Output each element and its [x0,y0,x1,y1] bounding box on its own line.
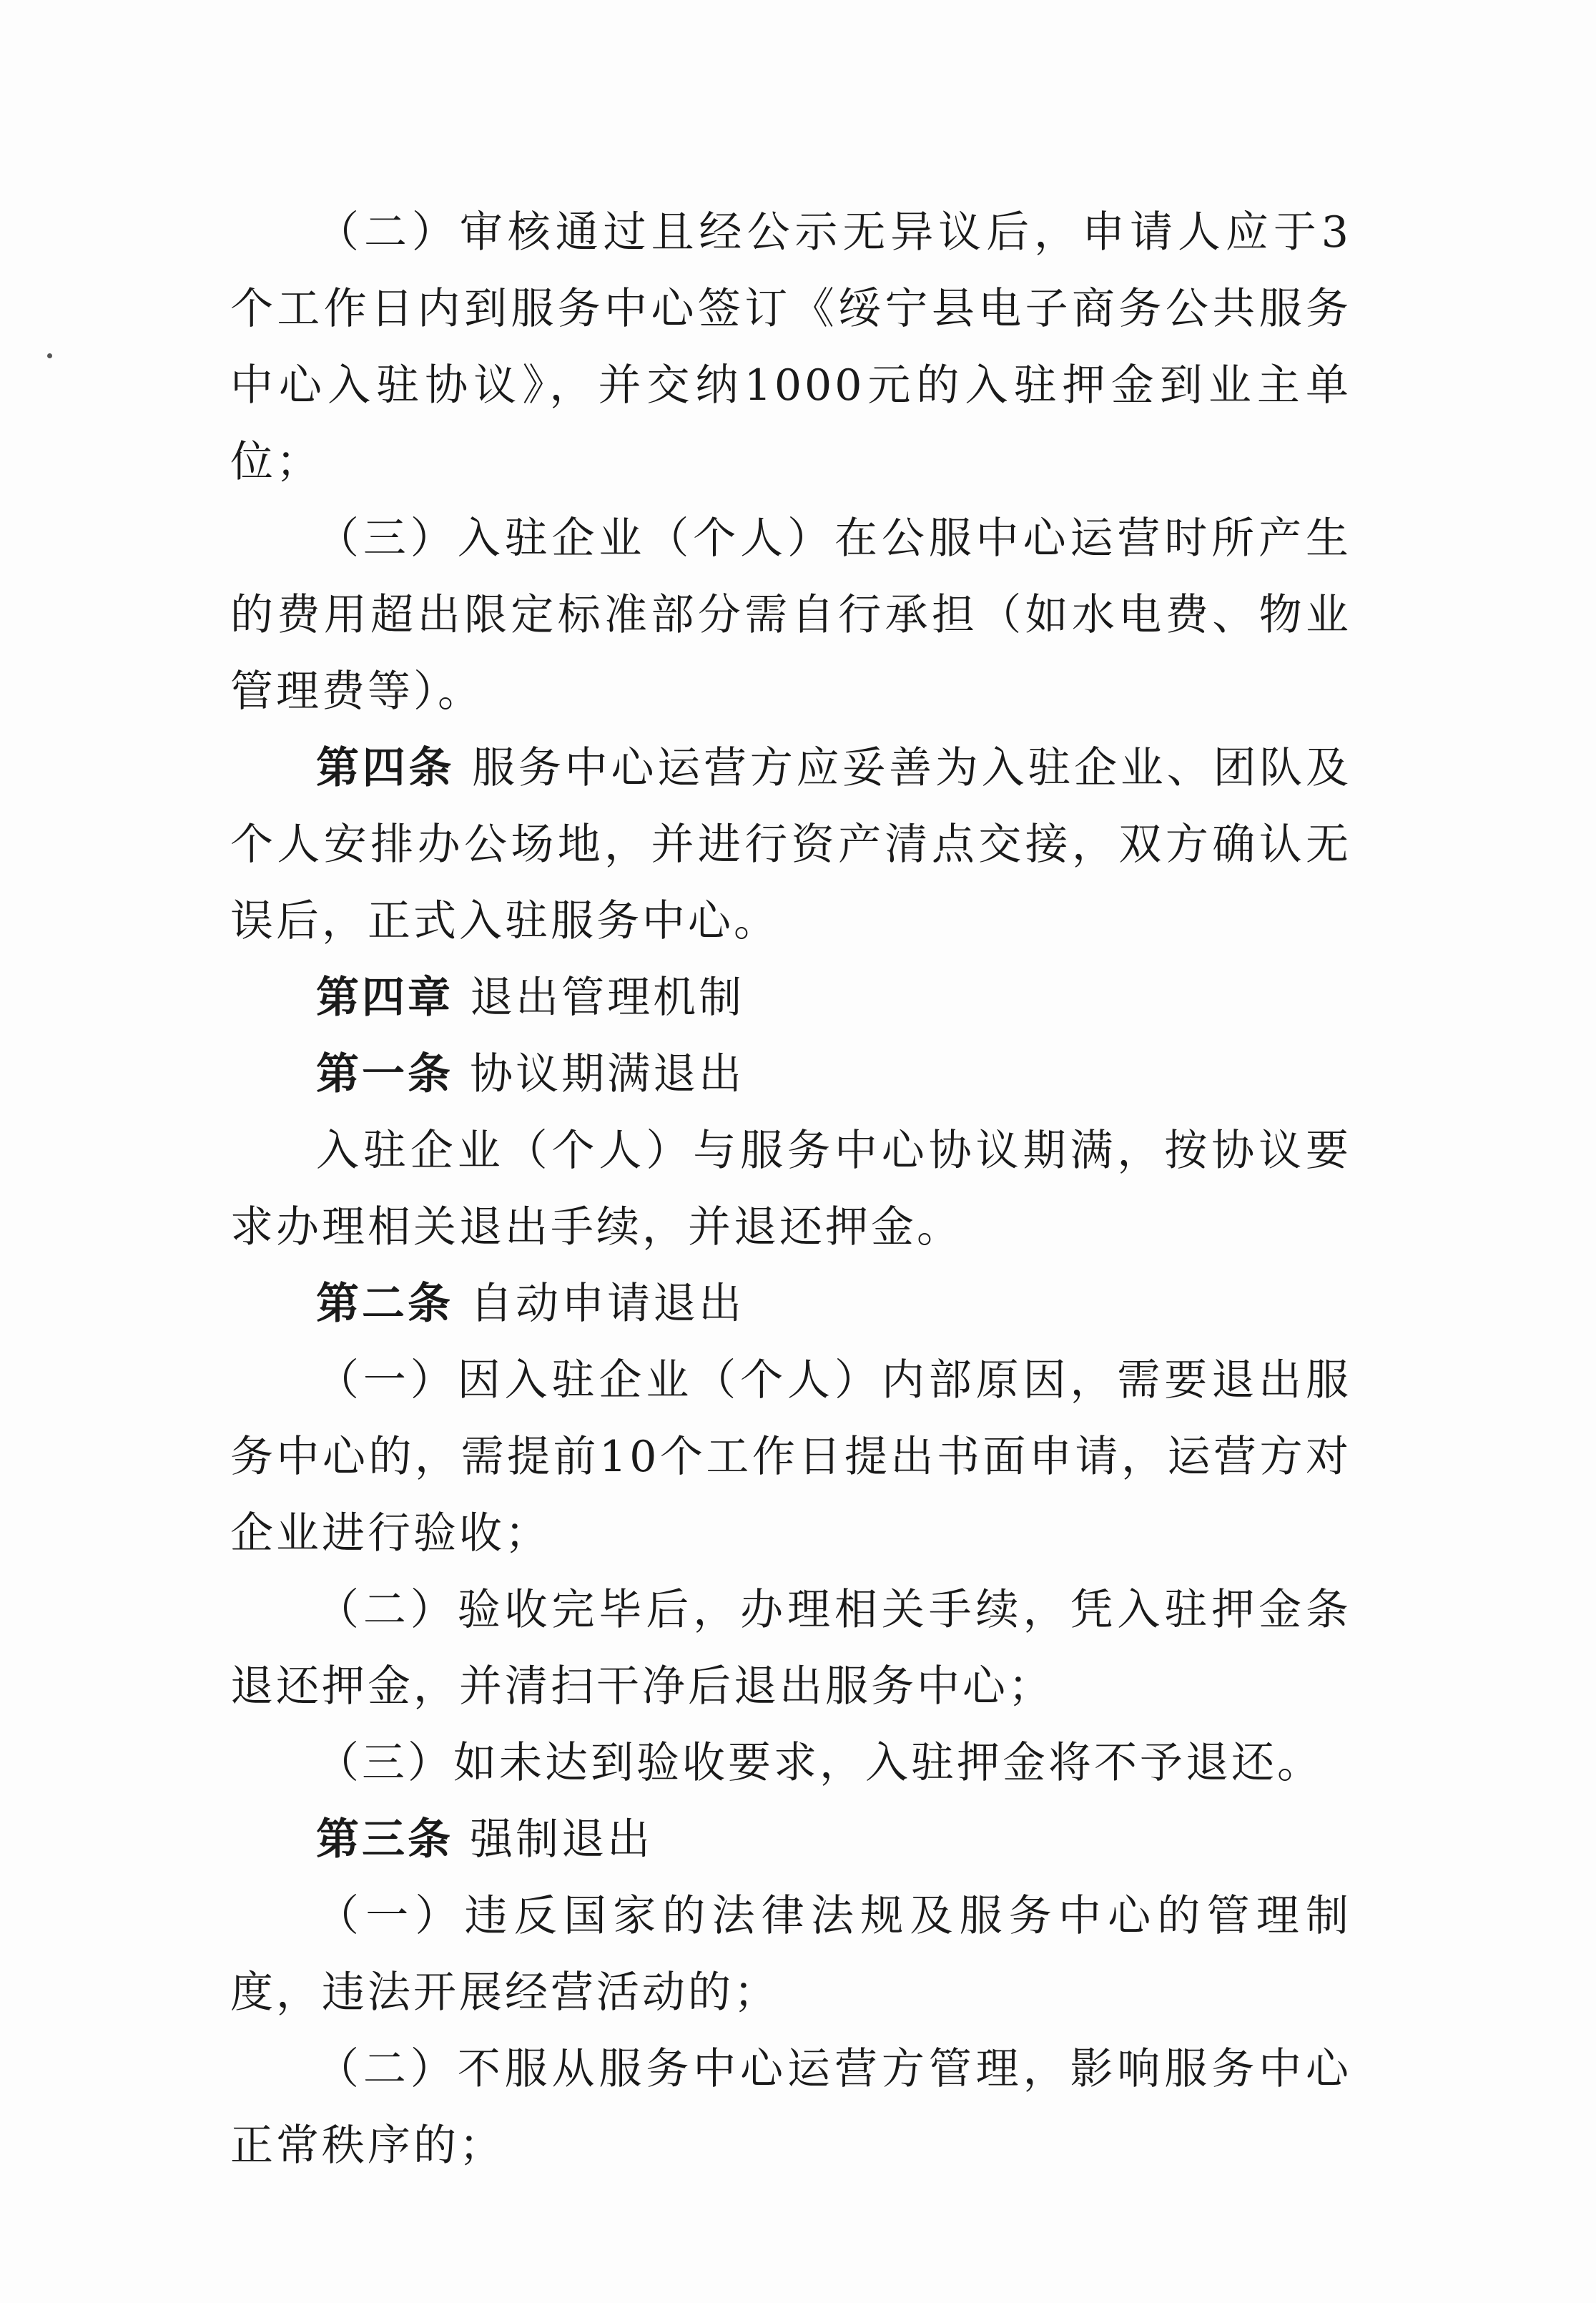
article-label: 第二条 [316,1279,453,1329]
article-one-heading [230,1036,1351,1113]
paragraph-review-approval [230,195,1351,501]
chapter-title: 退出管理机制 [470,973,745,1023]
paragraph-text: （二）审核通过且经公示无异议后，申请人应于3个工作日内到服务中心签订《绥宁县电子商务公共服务中心入驻协议》，并交纳1000元的入驻押金到业主单位； [230,207,1351,487]
article-label: 第四条 [316,743,455,793]
article-title: 协议期满退出 [470,1049,745,1099]
paragraph-text: （二）验收完毕后，办理相关手续，凭入驻押金条退还押金，并清扫干净后退出服务中心； [230,1585,1351,1712]
paragraph-agreement-expiry [230,1113,1351,1266]
article-title: 自动申请退出 [470,1279,745,1329]
document-body [230,195,1351,2184]
article-text: 服务中心运营方应妥善为入驻企业、团队及个人安排办公场地，并进行资产清点交接，双方确认无误后，正式入驻服务中心。 [230,743,1352,946]
article-two-heading [230,1266,1351,1342]
article-four [230,730,1351,960]
paragraph-text: （一）因入驻企业（个人）内部原因，需要退出服务中心的，需提前10个工作日提出书面申请，运营方对企业进行验收； [230,1355,1351,1558]
paragraph-voluntary-exit-1 [230,1342,1351,1572]
chapter-four-heading [230,960,1351,1036]
paragraph-forced-exit-2 [230,2031,1351,2184]
scan-speck [47,353,52,358]
paragraph-text: （三）如未达到验收要求，入驻押金将不予退还。 [316,1738,1323,1788]
article-three-heading [230,1802,1351,1878]
paragraph-text: 入驻企业（个人）与服务中心协议期满，按协议要求办理相关退出手续，并退还押金。 [230,1126,1351,1252]
paragraph-voluntary-exit-2 [230,1572,1351,1725]
paragraph-text: （一）违反国家的法律法规及服务中心的管理制度，违法开展经营活动的； [230,1891,1351,2018]
article-label: 第一条 [316,1049,453,1099]
article-label: 第三条 [316,1815,453,1865]
paragraph-cost-bearing [230,501,1351,730]
paragraph-text: （二）不服从服务中心运营方管理，影响服务中心正常秩序的； [230,2044,1351,2171]
paragraph-text: （三）入驻企业（个人）在公服中心运营时所产生的费用超出限定标准部分需自行承担（如水电费、物业管理费等）。 [230,514,1351,717]
paragraph-voluntary-exit-3 [230,1725,1351,1802]
paragraph-forced-exit-1 [230,1878,1351,2031]
article-title: 强制退出 [470,1815,654,1865]
chapter-label: 第四章 [316,973,453,1023]
